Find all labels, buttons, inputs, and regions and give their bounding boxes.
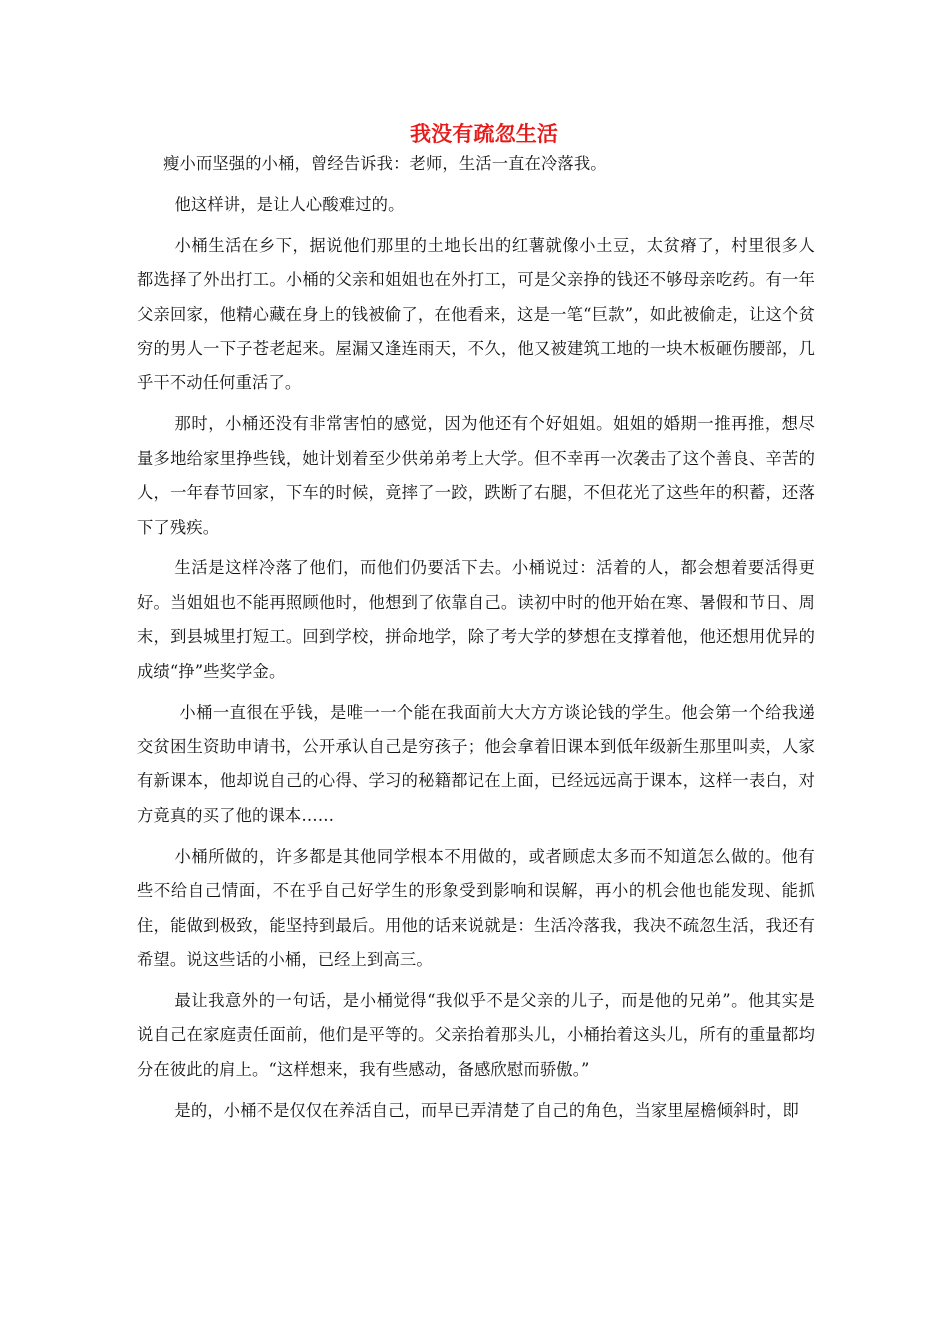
paragraph-4: 那时，小桶还没有非常害怕的感觉，因为他还有个好姐姐。姐姐的婚期一推再推，想尽量多地给家里挣些钱，她计划着至少供弟弟考上大学。但不幸再一次袭击了这个善良、辛苦的人，一年春节回家，下车的时候，竟摔了一跤，跌断了右腿，不但花光了这些年的积蓄，还落下了残疾。: [137, 414, 815, 537]
paragraph-6: 小桶一直很在乎钱，是唯一一个能在我面前大大方方谈论钱的学生。他会第一个给我递交贫困生资助申请书，公开承认自己是穷孩子；他会拿着旧课本到低年级新生那里叫卖，人家有新课本，他却说自己的心得、学习的秘籍都记在上面，已经远远高于课本，这样一表白，对方竟真的买了他的课本……: [137, 702, 815, 825]
paragraph-1: 瘦小而坚强的小桶，曾经告诉我：老师，生活一直在冷落我。: [163, 154, 607, 173]
article-body: [137, 118, 815, 1134]
paragraph-2: 他这样讲，是让人心酸难过的。: [174, 194, 405, 214]
paragraph-3: 小桶生活在乡下，据说他们那里的土地长出的红薯就像小土豆，太贫瘠了，村里很多人都选择了外出打工。小桶的父亲和姐姐也在外打工，可是父亲挣的钱还不够母亲吃药。有一年父亲回家，他精心藏在身上的钱被偷了，在他看来，这是一笔“巨款”，如此被偷走，让这个贫穷的男人一下子苍老起来。屋漏又逢连雨天，不久，他又被建筑工地的一块木板砸伤腰部，几乎干不动任何重活了。: [137, 235, 815, 393]
article-title: 我没有疏忽生活: [409, 121, 559, 146]
paragraph-7: 小桶所做的，许多都是其他同学根本不用做的，或者顾虑太多而不知道怎么做的。他有些不给自己情面，不在乎自己好学生的形象受到影响和误解，再小的机会他也能发现、能抓住，能做到极致，能坚持到最后。用他的话来说就是：生活冷落我，我决不疏忽生活，我还有希望。说这些话的小桶，已经上到高三。: [137, 846, 815, 969]
paragraph-9: 是的，小桶不是仅仅在养活自己，而早已弄清楚了自己的角色，当家里屋檐倾斜时，即: [174, 1100, 799, 1120]
paragraph-8: 最让我意外的一句话，是小桶觉得“我似乎不是父亲的儿子，而是他的兄弟”。他其实是说自己在家庭责任面前，他们是平等的。父亲抬着那头儿，小桶抬着这头儿，所有的重量都均分在彼此的肩上。“这样想来，我有些感动，备感欣慰而骄傲。”: [137, 990, 815, 1079]
paragraph-5: 生活是这样冷落了他们，而他们仍要活下去。小桶说过：活着的人，都会想着要活得更好。当姐姐也不能再照顾他时，他想到了依靠自己。读初中时的他开始在寒、暑假和节日、周末，到县城里打短工。回到学校，拼命地学，除了考大学的梦想在支撑着他，他还想用优异的成绩“挣”些奖学金。: [137, 558, 815, 681]
